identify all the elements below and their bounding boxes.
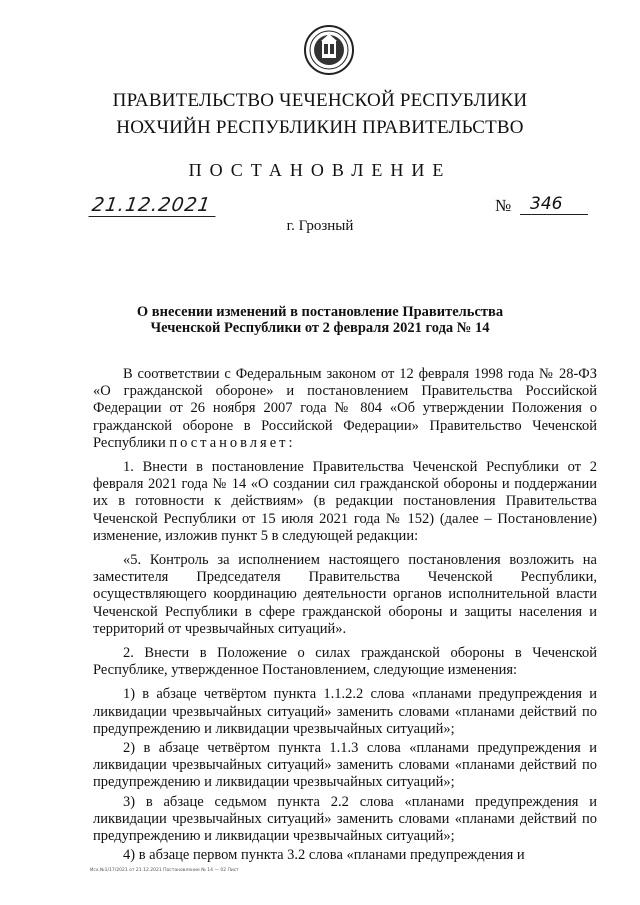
document-number: 346 — [520, 194, 588, 215]
document-date: 21.12.2021 — [88, 194, 218, 217]
title-line-1: О внесении изменений в постановление Правительства — [136, 304, 504, 320]
paragraph: 2) в абзаце четвёртом пункта 1.1.3 слова «планами предупреждения и ликвидации чрезвычайных ситуаций» заменить словами «планами действий по предупреждению и ликвидации чрезвычайных ситуаций»; — [93, 740, 597, 791]
paragraph-text: В соответствии с Федеральным законом от 12 февраля 1998 года № 28-ФЗ «О гражданской обороне» и постановлением Правительства Российской Федерации от 26 ноября 2007 года № 804 «Об утверждении Положения о гражданской обороне в Российской Федерации» Правительство Чеченской Республики — [93, 366, 597, 451]
paragraph: 1) в абзаце четвёртом пункта 1.1.2.2 слова «планами предупреждения и ликвидации чрезвычайных ситуаций» заменить словами «планами действий по предупреждению и ликвидации чрезвычайных ситуаций»; — [93, 686, 597, 737]
title-line-2: Чеченской Республики от 2 февраля 2021 года № 14 — [150, 320, 490, 336]
paragraph: 2. Внести в Положение о силах гражданской обороны в Чеченской Республике, утвержденное Постановлением, следующие изменения: — [93, 645, 597, 679]
paragraph — [93, 366, 597, 452]
government-name-chechen: НОХЧИЙН РЕСПУБЛИКИН ПРАВИТЕЛЬСТВО — [116, 117, 524, 138]
resolution-word: постановляет: — [169, 434, 296, 451]
document-title — [0, 304, 640, 336]
coat-of-arms-emblem — [303, 20, 355, 80]
paragraph: «5. Контроль за исполнением настоящего постановления возложить на заместителя Председателя Правительства Чеченской Республики, осуществляющего координацию деятельности органов исполнительной власти Чеченской Республики в сфере гражданской обороны и защиты населения и территорий от чрезвычайных ситуаций». — [93, 552, 597, 637]
city: г. Грозный — [286, 218, 354, 234]
paragraph: 3) в абзаце седьмом пункта 2.2 слова «планами предупреждения и ликвидации чрезвычайных ситуаций» заменить словами «планами действий по предупреждению и ликвидации чрезвычайных ситуаций»; — [93, 793, 597, 845]
document-body — [93, 366, 597, 871]
paragraph: 1. Внести в постановление Правительства Чеченской Республики от 2 февраля 2021 года № 14 «О создании сил гражданской обороны и поддержании их в готовности к действиям» (в редакции постановления Правительства Чеченской Республики от 15 июля 2021 года № 152) (далее – Постановление) изменение, изложив пункт 5 в следующей редакции: — [93, 459, 597, 544]
paragraph: 4) в абзаце первом пункта 3.2 слова «планами предупреждения и — [123, 847, 525, 864]
number-label: № — [495, 196, 512, 215]
government-name-russian: ПРАВИТЕЛЬСТВО ЧЕЧЕНСКОЙ РЕСПУБЛИКИ — [112, 90, 528, 111]
document-type: ПОСТАНОВЛЕНИЕ — [188, 160, 452, 180]
footer-reference: Исх.№1/17/2021 от 21.12.2021 Постановление № 14 — 02 Лист — [90, 868, 239, 873]
